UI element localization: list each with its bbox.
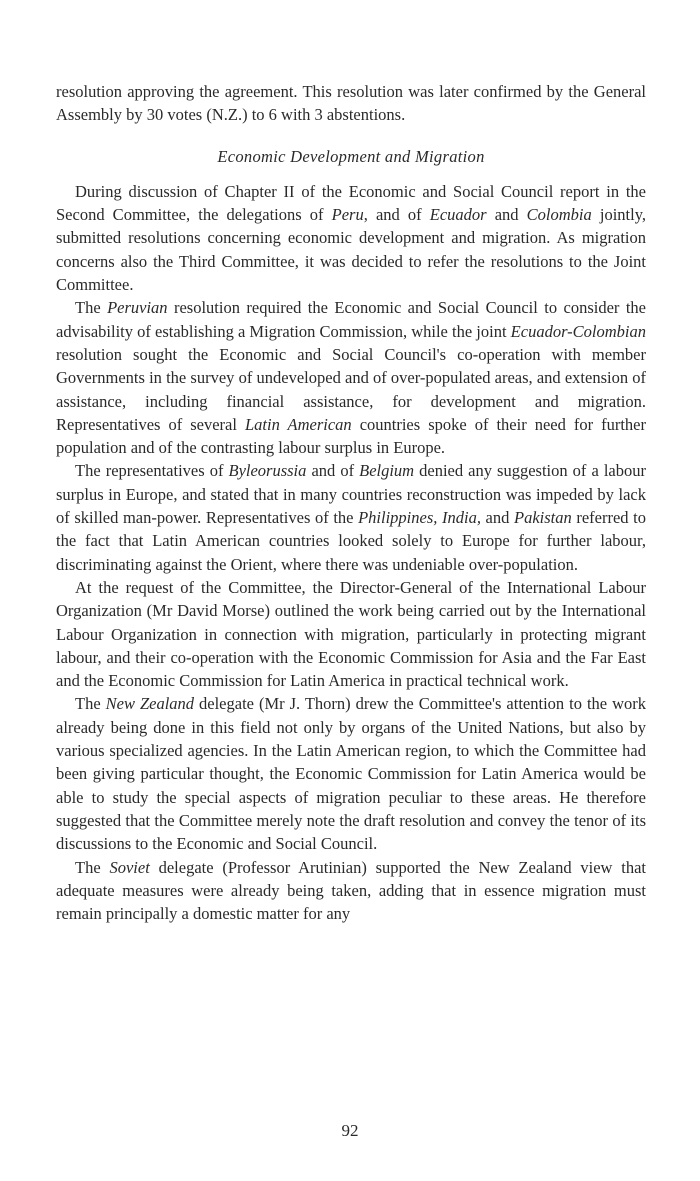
document-page bbox=[56, 80, 646, 925]
p5-text-b: delegate (Mr J. Thorn) drew the Committee's attention to the work already being done in this field not only by organs of the United Nations, but also by various specialized agencies. In the Latin American region, to which the Committee had been giving particular thought, the Economic Commission for Latin America would be able to study the special aspects of migration peculiar to these areas. He therefore suggested that the Committee merely note the draft resolution and convey the tenor of its discussions to the Economic and Social Council. bbox=[56, 694, 647, 854]
country-pakistan: Pakistan bbox=[514, 508, 572, 528]
p3-text-b: and of bbox=[306, 461, 360, 481]
paragraph-soviet-delegate bbox=[56, 856, 646, 926]
p3-text-a: The representatives of bbox=[75, 461, 229, 481]
country-peru: Peru bbox=[331, 205, 364, 225]
country-colombia: Colombia bbox=[526, 205, 592, 225]
country-peruvian: Peruvian bbox=[107, 298, 168, 318]
p2-text-b: resolution required the Economic and Social Council to consider the advisability of establishing a Migration Commission, while the joint bbox=[56, 298, 646, 341]
country-byelorussia: Byleorussia bbox=[228, 461, 307, 481]
p1-text-a: During discussion of Chapter II of the Economic and Social Council report in the Second Committee, the delegations of bbox=[56, 181, 646, 225]
p4-text: At the request of the Committee, the Director-General of the International Labour Organization (Mr David Morse) outlined the work being carried out by the International Labour Organization in connection with migration, particularly in protecting migrant labour, and their co-operation with the Economic Commission for Asia and the Far East and the Economic Commission for Latin America in practical technical work. bbox=[56, 577, 646, 691]
country-ecuador-colombian: Ecuador-Colombian bbox=[510, 321, 646, 341]
p1-text-d: jointly, submitted resolutions concerning economic development and migration. As migration concerns also the Third Committee, it was decided to refer the resolutions to the Joint Committee. bbox=[56, 205, 647, 295]
p3-text-d: and bbox=[480, 508, 514, 528]
p6-text-a: The bbox=[75, 857, 110, 877]
country-philippines-india: Philippines, India, bbox=[358, 508, 481, 528]
p3-text-c: denied any suggestion of a labour surplus in Europe, and stated that in many countries reconstruction was impeded by lack of skilled man-power. Representatives of the bbox=[56, 461, 646, 528]
intro-text: resolution approving the agreement. This resolution was later confirmed by the General Assembly by 30 votes (N.Z.) to 6 with 3 abstentions. bbox=[56, 82, 646, 125]
p3-text-e: referred to the fact that Latin American countries looked solely to Europe for further labour, discriminating against the Orient, where there was undeniable over-population. bbox=[56, 508, 646, 574]
section-heading: Economic Development and Migration bbox=[217, 146, 485, 166]
p2-text-d: countries spoke of their need for further population and of the contrasting labour surplus in Europe. bbox=[56, 414, 646, 458]
paragraph-peruvian-resolution bbox=[56, 296, 646, 459]
paragraph-new-zealand-delegate bbox=[56, 692, 646, 855]
p1-text-b: , and of bbox=[363, 205, 430, 225]
paragraph-labour-surplus bbox=[56, 459, 646, 575]
p2-text-a: The bbox=[75, 298, 108, 318]
page-number: 92 bbox=[341, 1121, 359, 1140]
intro-paragraph bbox=[56, 80, 646, 127]
p1-text-c: and bbox=[486, 205, 527, 225]
p2-text-c: resolution sought the Economic and Social Council's co-operation with member Governments in the survey of undeveloped and of over-populated areas, and extension of assistance, including financial assistance, for development and migration. Representatives of several bbox=[56, 344, 646, 434]
paragraph-chapter-ii-discussion bbox=[56, 180, 646, 296]
paragraph-ilo-director bbox=[56, 576, 646, 692]
p6-text-b: delegate (Professor Arutinian) supported the New Zealand view that adequate measures were already being taken, adding that in essence migration must remain principally a domestic matter for any bbox=[56, 857, 646, 924]
p5-text-a: The bbox=[75, 694, 106, 714]
region-latin-american: Latin American bbox=[244, 414, 352, 434]
country-ecuador: Ecuador bbox=[429, 205, 487, 225]
country-soviet: Soviet bbox=[109, 857, 150, 877]
country-new-zealand: New Zealand bbox=[105, 694, 195, 714]
country-belgium: Belgium bbox=[359, 461, 415, 481]
